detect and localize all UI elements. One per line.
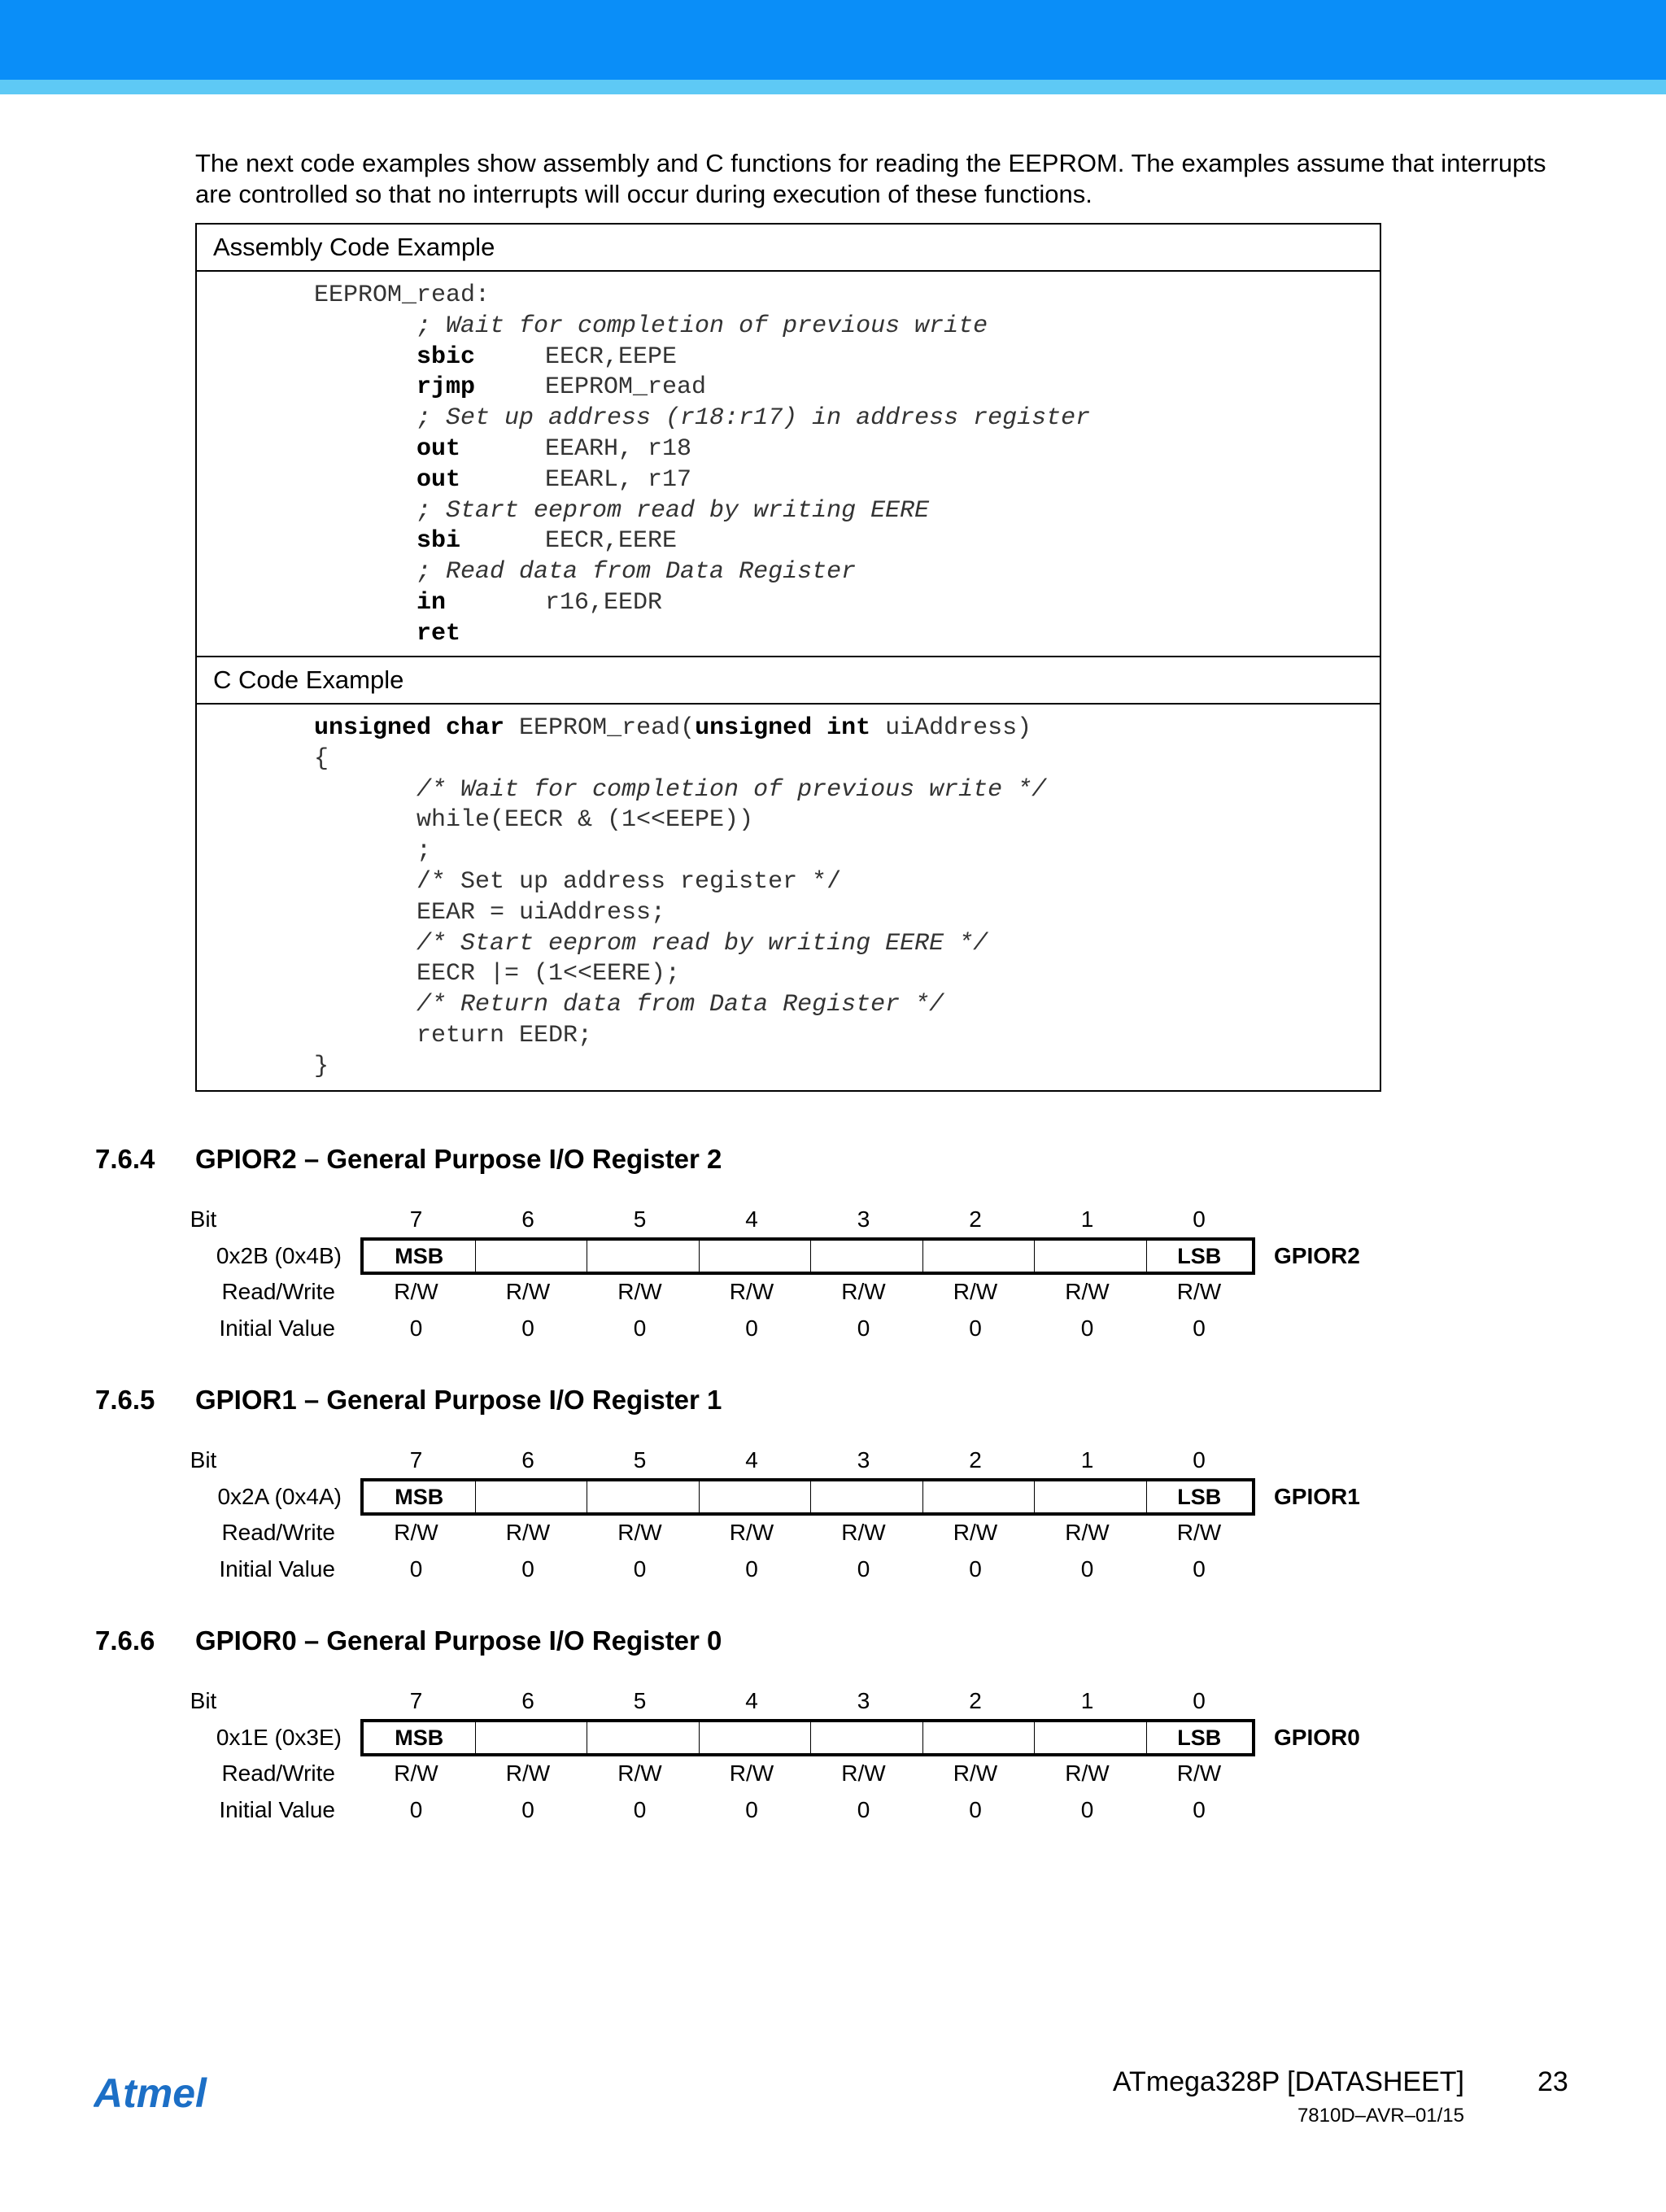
code-operand: EEARL, r17	[545, 465, 692, 494]
section-title: GPIOR2 – General Purpose I/O Register 2	[195, 1144, 722, 1174]
bit-number: 3	[857, 1206, 870, 1232]
code-operand: EEARH, r18	[545, 435, 692, 463]
code-comment: ; Wait for completion of previous write	[416, 312, 988, 340]
code-comment: ; Start eeprom read by writing EERE	[416, 496, 930, 525]
code-token: unsigned char	[314, 714, 505, 742]
register-bit-cell: LSB	[1177, 1244, 1222, 1268]
read-write-value: R/W	[841, 1760, 886, 1786]
c-code-box	[195, 656, 1381, 1092]
code-line: EEPROM_read:	[314, 281, 491, 309]
register-bit-cell: LSB	[1177, 1485, 1222, 1509]
initial-value: 0	[633, 1556, 647, 1582]
initial-value: 0	[745, 1556, 758, 1582]
read-write-label: Read/Write	[221, 1279, 335, 1304]
initial-value: 0	[745, 1797, 758, 1822]
register-bit-cell	[476, 1481, 588, 1512]
initial-value: 0	[521, 1797, 534, 1822]
section-title: GPIOR1 – General Purpose I/O Register 1	[195, 1385, 722, 1415]
register-bit-cell	[923, 1722, 1036, 1753]
read-write-value: R/W	[1065, 1520, 1110, 1545]
register-bit-cell	[587, 1722, 700, 1753]
bit-number: 3	[857, 1688, 870, 1713]
code-instruction: in	[416, 589, 447, 617]
bit-number: 7	[409, 1688, 423, 1713]
register-bit-cell: MSB	[364, 1722, 476, 1753]
bit-number: 5	[633, 1206, 647, 1232]
read-write-value: R/W	[505, 1279, 551, 1304]
bit-number: 7	[409, 1447, 423, 1472]
register-address: 0x1E (0x3E)	[216, 1725, 342, 1750]
code-instruction: out	[416, 435, 461, 463]
atmel-logo-text: Atmel	[94, 2073, 207, 2114]
code-line	[314, 713, 1031, 744]
bit-number: 5	[633, 1447, 647, 1472]
read-write-value: R/W	[1065, 1760, 1110, 1786]
read-write-label: Read/Write	[221, 1760, 335, 1786]
read-write-value: R/W	[729, 1760, 774, 1786]
initial-value-label: Initial Value	[219, 1797, 335, 1822]
bit-number: 6	[521, 1206, 534, 1232]
section-title: GPIOR0 – General Purpose I/O Register 0	[195, 1625, 722, 1656]
read-write-value: R/W	[617, 1760, 662, 1786]
section-number: 7.6.6	[95, 1625, 155, 1656]
bit-label: Bit	[190, 1688, 217, 1713]
initial-value: 0	[409, 1797, 423, 1822]
initial-value-label: Initial Value	[219, 1315, 335, 1341]
initial-value: 0	[633, 1315, 647, 1341]
code-operand: EEPROM_read	[545, 373, 707, 402]
c-code-title: C Code Example	[197, 657, 1380, 705]
code-comment: /* Return data from Data Register */	[416, 991, 944, 1019]
read-write-value: R/W	[394, 1279, 438, 1304]
bit-number: 0	[1193, 1206, 1206, 1232]
initial-value: 0	[1080, 1315, 1094, 1341]
register-bit-cell	[700, 1481, 812, 1512]
read-write-value: R/W	[953, 1760, 998, 1786]
bit-number: 7	[409, 1206, 423, 1232]
code-line: while(EECR & (1<<EEPE))	[416, 806, 754, 835]
bit-number: 2	[969, 1688, 982, 1713]
initial-value: 0	[633, 1797, 647, 1822]
register-bit-field	[360, 1719, 1255, 1756]
initial-value-label: Initial Value	[219, 1556, 335, 1582]
footer-doc-id: 7810D–AVR–01/15	[1297, 2105, 1464, 2127]
register-bit-cell	[476, 1241, 588, 1272]
bit-number: 6	[521, 1688, 534, 1713]
initial-value: 0	[1193, 1315, 1206, 1341]
bit-number: 1	[1080, 1206, 1094, 1232]
bit-number: 1	[1080, 1688, 1094, 1713]
code-instruction: sbi	[416, 527, 461, 556]
register-address: 0x2B (0x4B)	[216, 1243, 342, 1268]
read-write-value: R/W	[1176, 1520, 1222, 1545]
read-write-value: R/W	[729, 1520, 774, 1545]
bit-number: 4	[745, 1447, 758, 1472]
register-bit-cell: LSB	[1177, 1726, 1222, 1750]
initial-value: 0	[1080, 1797, 1094, 1822]
read-write-value: R/W	[505, 1520, 551, 1545]
code-instruction: ret	[416, 619, 461, 648]
read-write-value: R/W	[953, 1279, 998, 1304]
code-line: /* Set up address register */	[416, 868, 842, 896]
code-operand: EECR,EERE	[545, 527, 678, 556]
register-bit-cell	[587, 1241, 700, 1272]
page-number: 23	[1537, 2066, 1568, 2097]
footer-title: ATmega328P [DATASHEET]	[1112, 2066, 1464, 2097]
header-bar	[0, 0, 1666, 80]
initial-value: 0	[857, 1797, 870, 1822]
atmel-logo-icon	[94, 2073, 248, 2114]
bit-number: 6	[521, 1447, 534, 1472]
read-write-value: R/W	[1065, 1279, 1110, 1304]
code-operand: r16,EEDR	[545, 589, 663, 617]
initial-value: 0	[745, 1315, 758, 1341]
code-line: {	[314, 744, 329, 773]
register-address: 0x2A (0x4A)	[217, 1484, 342, 1509]
bit-number: 0	[1193, 1447, 1206, 1472]
code-instruction: sbic	[416, 342, 476, 371]
bit-number: 4	[745, 1688, 758, 1713]
register-name: GPIOR2	[1274, 1243, 1360, 1268]
read-write-value: R/W	[841, 1279, 886, 1304]
intro-paragraph: The next code examples show assembly and C functions for reading the EEPROM. The examples assume that interrupts are controlled so that no interrupts will occur during execution of these functions.	[195, 149, 1546, 208]
register-bit-cell	[1035, 1481, 1147, 1512]
initial-value: 0	[521, 1315, 534, 1341]
bit-label: Bit	[190, 1447, 217, 1472]
initial-value: 0	[1193, 1556, 1206, 1582]
bit-number: 3	[857, 1447, 870, 1472]
initial-value: 0	[857, 1556, 870, 1582]
bit-number: 1	[1080, 1447, 1094, 1472]
initial-value: 0	[409, 1315, 423, 1341]
bit-number: 4	[745, 1206, 758, 1232]
assembly-code-box	[195, 223, 1381, 657]
initial-value: 0	[969, 1797, 982, 1822]
read-write-value: R/W	[841, 1520, 886, 1545]
register-bit-cell: MSB	[364, 1241, 476, 1272]
register-bit-cell	[700, 1722, 812, 1753]
code-line: return EEDR;	[416, 1022, 593, 1049]
register-bit-cell	[1035, 1241, 1147, 1272]
initial-value: 0	[857, 1315, 870, 1341]
read-write-value: R/W	[953, 1520, 998, 1545]
atmel-logo	[94, 2073, 248, 2118]
code-token: uiAddress)	[870, 714, 1032, 742]
register-bit-field	[360, 1237, 1255, 1275]
code-instruction: rjmp	[416, 373, 476, 402]
register-bit-cell: MSB	[364, 1481, 476, 1512]
code-line: ;	[416, 837, 432, 866]
register-bit-cell	[923, 1481, 1036, 1512]
code-comment: /* Wait for completion of previous write */	[416, 775, 1047, 804]
read-write-value: R/W	[617, 1520, 662, 1545]
register-bit-cell	[700, 1241, 812, 1272]
register-name: GPIOR1	[1274, 1484, 1360, 1509]
initial-value: 0	[1080, 1556, 1094, 1582]
bit-number: 2	[969, 1447, 982, 1472]
read-write-value: R/W	[1176, 1279, 1222, 1304]
code-line: }	[314, 1052, 329, 1080]
register-bit-cell	[923, 1241, 1036, 1272]
code-comment: ; Set up address (r18:r17) in address register	[416, 404, 1091, 433]
section-number: 7.6.4	[95, 1144, 155, 1174]
initial-value: 0	[1193, 1797, 1206, 1822]
read-write-label: Read/Write	[221, 1520, 335, 1545]
code-token: unsigned int	[695, 714, 871, 742]
section-number: 7.6.5	[95, 1385, 155, 1415]
bit-number: 5	[633, 1688, 647, 1713]
bit-label: Bit	[190, 1206, 217, 1232]
bit-number: 2	[969, 1206, 982, 1232]
assembly-code-title: Assembly Code Example	[197, 225, 1380, 272]
read-write-value: R/W	[394, 1520, 438, 1545]
register-bit-cell	[811, 1241, 923, 1272]
code-line: EECR |= (1<<EERE);	[416, 960, 681, 988]
read-write-value: R/W	[1176, 1760, 1222, 1786]
code-operand: EECR,EEPE	[545, 342, 678, 371]
initial-value: 0	[409, 1556, 423, 1582]
register-bit-cell	[811, 1481, 923, 1512]
register-name: GPIOR0	[1274, 1725, 1360, 1750]
initial-value: 0	[969, 1556, 982, 1582]
code-comment: ; Read data from Data Register	[416, 558, 857, 587]
read-write-value: R/W	[505, 1760, 551, 1786]
register-bit-field	[360, 1478, 1255, 1516]
header-strip	[0, 80, 1666, 94]
read-write-value: R/W	[729, 1279, 774, 1304]
register-bit-cell	[476, 1722, 588, 1753]
read-write-value: R/W	[394, 1760, 438, 1786]
bit-number: 0	[1193, 1688, 1206, 1713]
initial-value: 0	[521, 1556, 534, 1582]
register-bit-cell	[811, 1722, 923, 1753]
code-instruction: out	[416, 465, 461, 494]
register-bit-cell	[1035, 1722, 1147, 1753]
register-bit-cell	[587, 1481, 700, 1512]
initial-value: 0	[969, 1315, 982, 1341]
read-write-value: R/W	[617, 1279, 662, 1304]
code-comment: /* Start eeprom read by writing EERE */	[416, 929, 988, 958]
code-token: EEPROM_read(	[504, 714, 696, 742]
code-line: EEAR = uiAddress;	[416, 898, 666, 927]
